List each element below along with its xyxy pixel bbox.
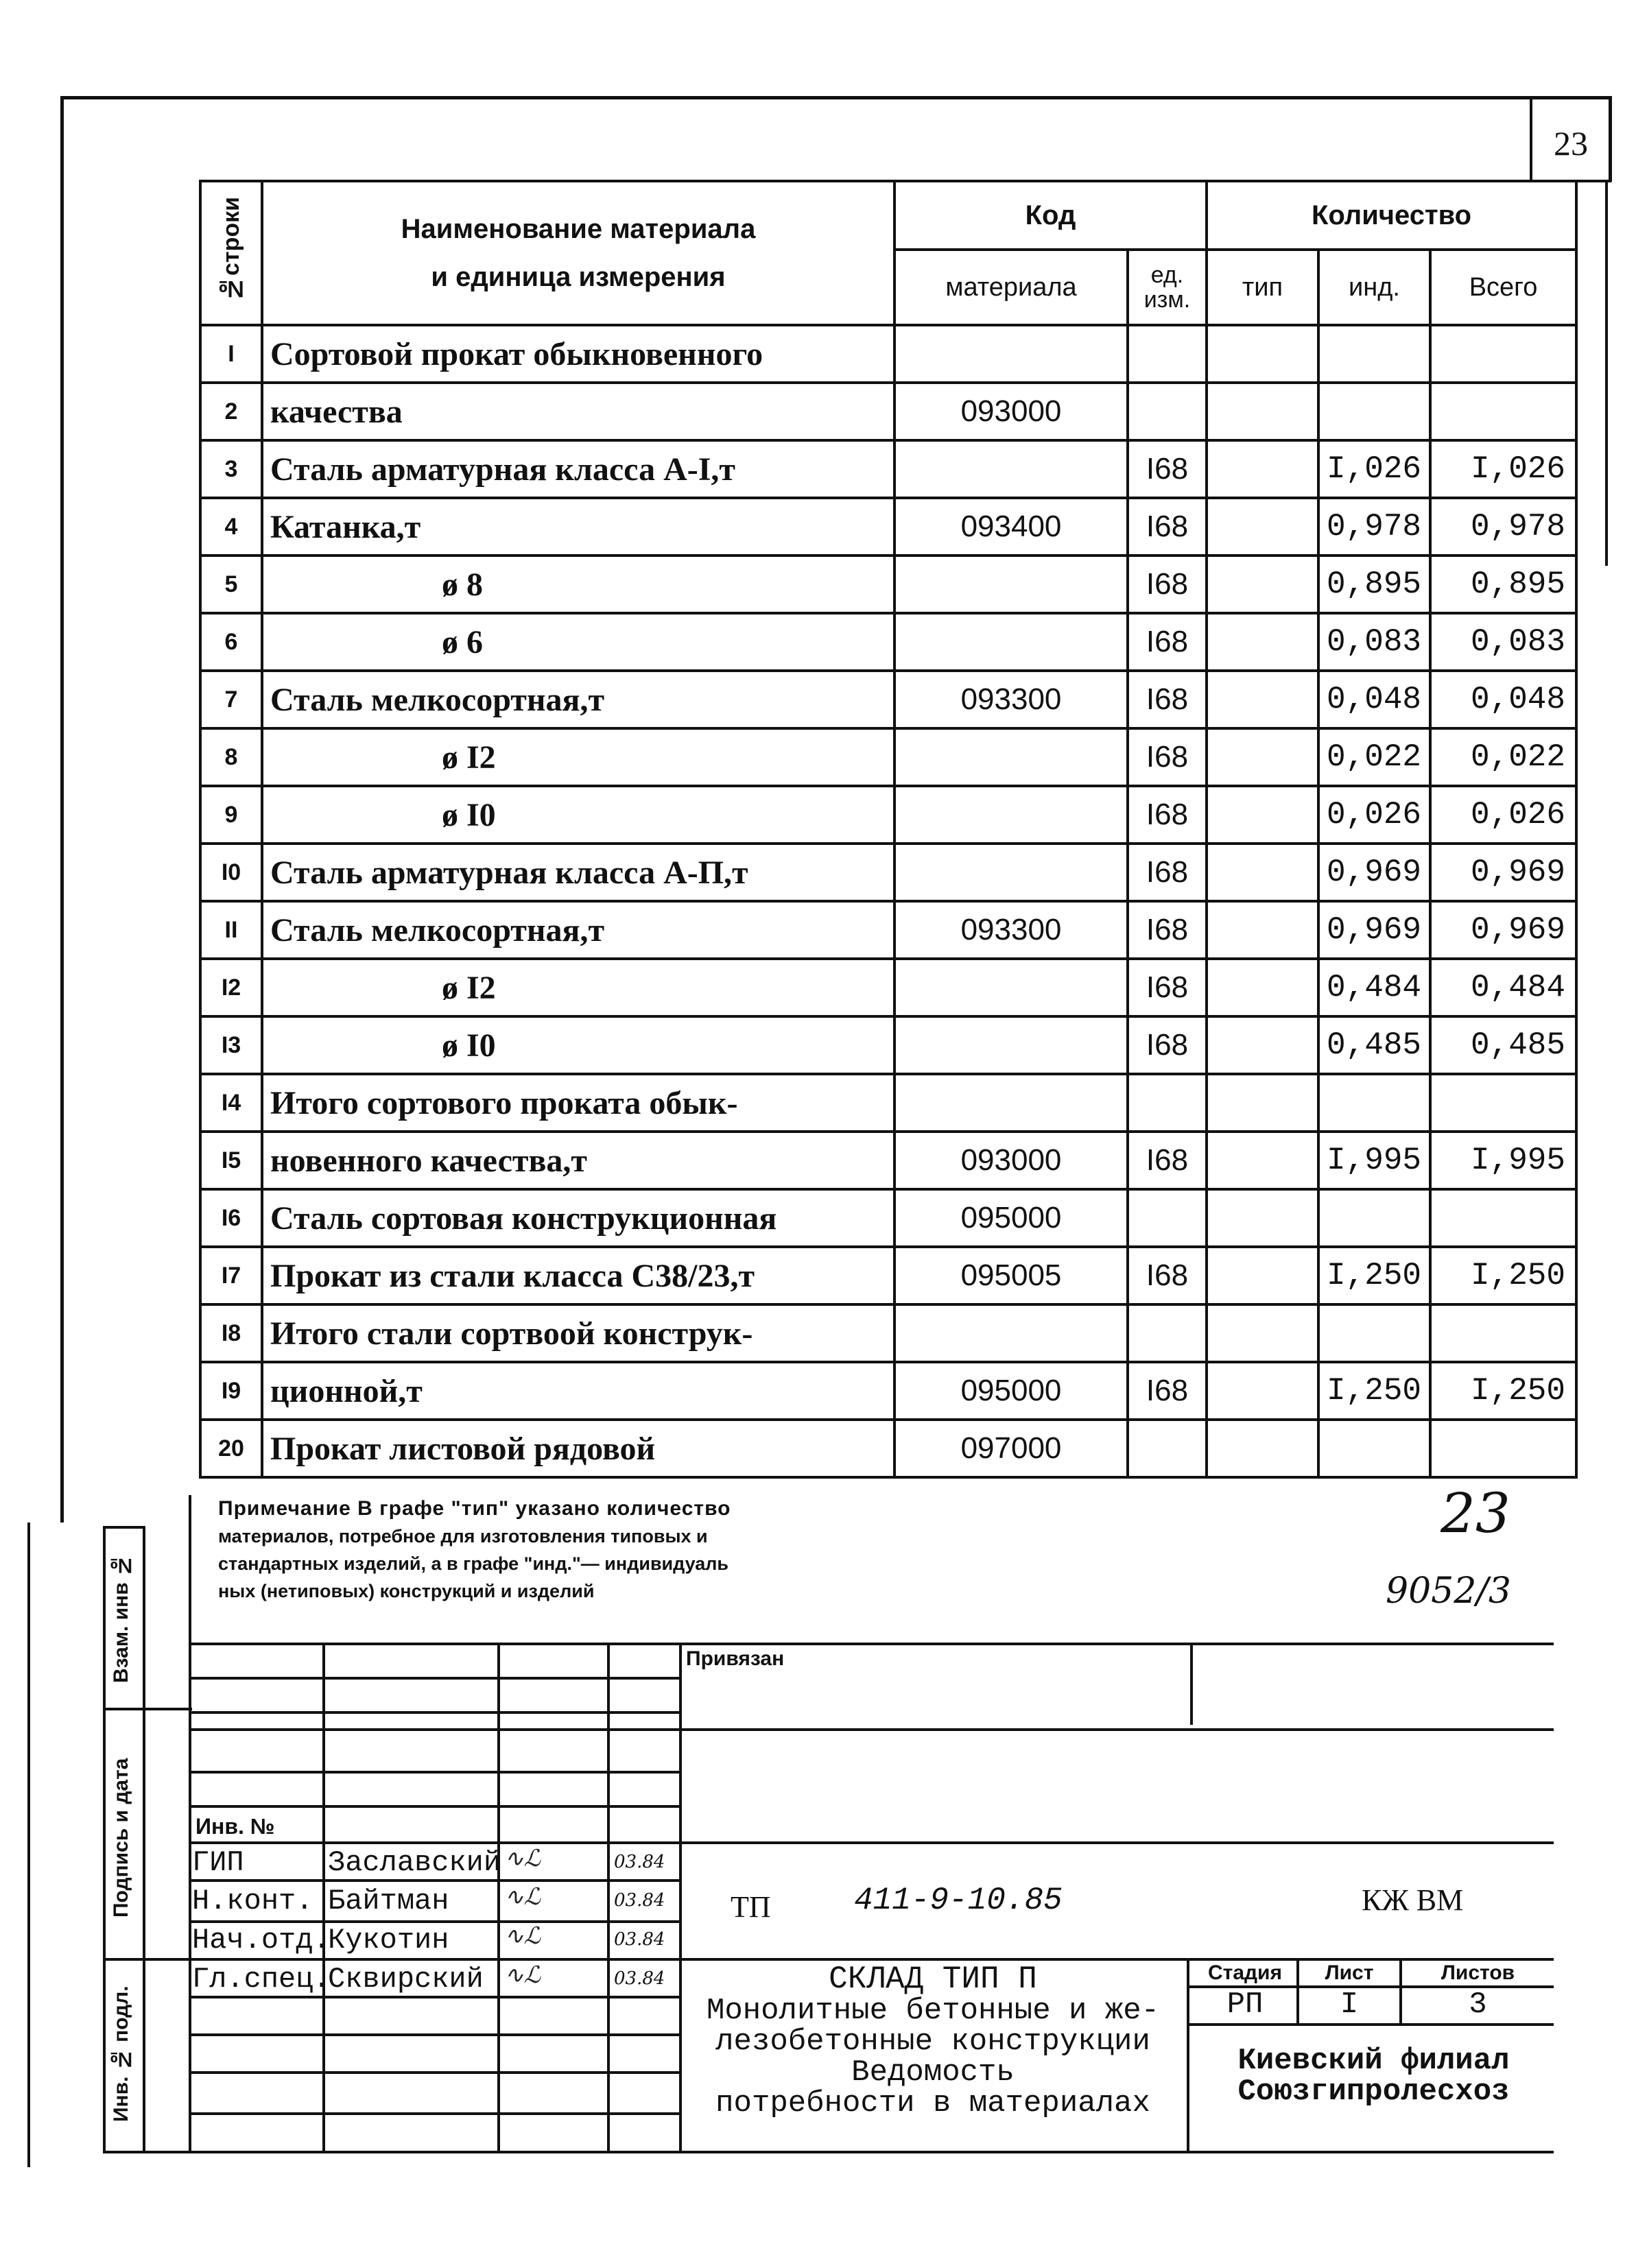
material-code-cell: 093000 — [894, 383, 1128, 440]
title-line-2: Монолитные бетонные и же- — [706, 1994, 1160, 2028]
row-number-cell: I5 — [200, 1132, 262, 1189]
signer-role: Гл.спец. — [192, 1963, 331, 1996]
table-row — [200, 440, 1576, 498]
handwritten-page-number: 23 — [1441, 1481, 1510, 1545]
frame-left-line — [60, 96, 64, 1523]
row-number-cell: 4 — [200, 498, 262, 556]
privyazan-label: Привязан — [686, 1647, 785, 1670]
qty-ind-cell — [1318, 1074, 1430, 1132]
qty-total-cell: 0,484 — [1430, 959, 1576, 1016]
table-row — [200, 901, 1576, 959]
row-number-cell: I4 — [200, 1074, 262, 1132]
stamp-line-v6 — [1190, 1643, 1193, 1725]
unit-code-cell: I68 — [1128, 1362, 1207, 1420]
qty-total-cell: 0,083 — [1430, 613, 1576, 671]
qty-ind-cell — [1318, 1189, 1430, 1247]
side-label-vzam: Взам. инв № — [110, 1553, 132, 1684]
unit-code-cell: I68 — [1128, 1247, 1207, 1304]
qty-ind-cell — [1318, 1420, 1430, 1477]
material-code-cell: 095005 — [894, 1247, 1128, 1304]
material-code-cell — [894, 728, 1128, 786]
material-name-cell: Сталь арматурная класса А-П,т — [262, 844, 894, 901]
qty-type-cell — [1207, 671, 1318, 728]
stamp-line-v3 — [497, 1643, 500, 2153]
material-code-cell: 093000 — [894, 1132, 1128, 1189]
material-name-cell: Сталь арматурная класса А-I,т — [262, 440, 894, 498]
qty-type-cell — [1207, 844, 1318, 901]
row-number-cell: I — [200, 325, 262, 383]
row-number-cell: 7 — [200, 671, 262, 728]
stamp-line-h8 — [189, 1920, 679, 1923]
unit-code-cell: I68 — [1128, 613, 1207, 671]
material-code-cell — [894, 786, 1128, 844]
qty-type-cell — [1207, 728, 1318, 786]
stamp-line-h4 — [189, 1771, 679, 1774]
sign-date: 03.84 — [614, 1852, 665, 1872]
material-name-cell: Сортовой прокат обыкновенного — [262, 325, 894, 383]
stamp-line-h7 — [189, 1879, 679, 1882]
side-label-podpis: Подпись и дата — [110, 1758, 132, 1918]
handwritten-signature: ∿ℒ — [504, 1883, 541, 1911]
material-name-cell: ционной,т — [262, 1362, 894, 1420]
row-number-cell: 9 — [200, 786, 262, 844]
qty-total-cell — [1430, 383, 1576, 440]
qty-total-cell: 0,978 — [1430, 498, 1576, 556]
qty-total-cell — [1430, 1420, 1576, 1477]
stamp-line-h11 — [189, 2033, 679, 2036]
qty-ind-cell: 0,026 — [1318, 786, 1430, 844]
qty-type-cell — [1207, 325, 1318, 383]
qty-ind-cell: I,250 — [1318, 1362, 1430, 1420]
qty-total-cell: 0,026 — [1430, 786, 1576, 844]
unit-code-cell: I68 — [1128, 671, 1207, 728]
sheet-value: I — [1340, 1988, 1359, 2022]
stage-grid-bot — [1187, 2023, 1554, 2026]
table-row — [200, 1189, 1576, 1247]
qty-type-cell — [1207, 1016, 1318, 1074]
doc-mark: КЖ ВМ — [1362, 1883, 1464, 1917]
unit-code-cell — [1128, 1304, 1207, 1362]
materials-table — [199, 180, 1578, 1479]
table-row — [200, 613, 1576, 671]
material-code-cell — [894, 440, 1128, 498]
footnote-line-4: ных (нетиповых) конструкций и изделий — [218, 1581, 595, 1601]
footnote-line-2: материалов, потребное для изготовления типовых и — [218, 1526, 708, 1547]
signer-role: Н.конт. — [192, 1885, 313, 1918]
inv-no-label: Инв. № — [195, 1814, 275, 1839]
qty-type-cell — [1207, 383, 1318, 440]
row-number-cell: I7 — [200, 1247, 262, 1304]
side-label-inv-podl: Инв. № подл. — [110, 1985, 132, 2123]
material-name-cell: ø I2 — [262, 728, 894, 786]
table-row — [200, 959, 1576, 1016]
material-name-cell: качества — [262, 383, 894, 440]
header-row-number: №строки — [200, 181, 262, 325]
side-col-top — [103, 1526, 145, 1529]
qty-ind-cell — [1318, 383, 1430, 440]
qty-type-cell — [1207, 959, 1318, 1016]
qty-ind-cell: 0,048 — [1318, 671, 1430, 728]
unit-code-cell: I68 — [1128, 1016, 1207, 1074]
unit-code-cell: I68 — [1128, 901, 1207, 959]
frame-top-line — [60, 96, 1612, 99]
sign-date: 03.84 — [614, 1890, 665, 1911]
side-col-inner-line — [143, 1526, 145, 2153]
stamp-line-h13 — [189, 2112, 679, 2115]
stamp-line-v1 — [189, 1495, 191, 2153]
stamp-line-h12 — [189, 2071, 679, 2074]
table-row — [200, 1420, 1576, 1477]
qty-ind-cell: 0,969 — [1318, 844, 1430, 901]
qty-total-cell: 0,969 — [1430, 844, 1576, 901]
unit-code-cell — [1128, 325, 1207, 383]
qty-ind-cell: I,250 — [1318, 1247, 1430, 1304]
unit-code-cell: I68 — [1128, 786, 1207, 844]
footnote-line-3: стандартных изделий, а в графе "инд."— индивидуаль — [218, 1553, 729, 1574]
qty-total-cell — [1430, 325, 1576, 383]
table-row — [200, 498, 1576, 556]
signer-role: Нач.отд. — [192, 1924, 331, 1957]
unit-code-cell — [1128, 1189, 1207, 1247]
material-code-cell — [894, 1016, 1128, 1074]
corner-sheet-number: 23 — [1554, 124, 1588, 163]
header-code-unit: ед. изм. — [1128, 250, 1207, 325]
qty-total-cell: I,995 — [1430, 1132, 1576, 1189]
frame-left-bottom-line — [27, 1523, 30, 2167]
table-row — [200, 325, 1576, 383]
sheets-value: 3 — [1469, 1988, 1487, 2022]
side-col-sep-2 — [103, 1958, 192, 1961]
org-line-1: Киевский филиал — [1237, 2044, 1510, 2078]
material-name-cell: ø I0 — [262, 1016, 894, 1074]
material-code-cell: 093400 — [894, 498, 1128, 556]
row-number-cell: I0 — [200, 844, 262, 901]
row-number-cell: 5 — [200, 556, 262, 613]
signer-name: Байтман — [328, 1885, 449, 1918]
qty-type-cell — [1207, 440, 1318, 498]
material-code-cell — [894, 613, 1128, 671]
material-code-cell: 093300 — [894, 901, 1128, 959]
material-code-cell — [894, 844, 1128, 901]
qty-total-cell — [1430, 1189, 1576, 1247]
unit-code-cell: I68 — [1128, 1132, 1207, 1189]
qty-total-cell: 0,485 — [1430, 1016, 1576, 1074]
signer-name: Сквирский — [328, 1963, 484, 1996]
stamp-line-h1 — [189, 1677, 679, 1680]
stage-label: Стадия — [1207, 1961, 1283, 1984]
material-code-cell — [894, 556, 1128, 613]
material-code-cell: 093300 — [894, 671, 1128, 728]
row-number-cell: I6 — [200, 1189, 262, 1247]
side-col-bottom — [103, 2151, 192, 2153]
row-number-cell: 6 — [200, 613, 262, 671]
table-row — [200, 1247, 1576, 1304]
qty-type-cell — [1207, 556, 1318, 613]
qty-total-cell: 0,969 — [1430, 901, 1576, 959]
row-number-cell: 8 — [200, 728, 262, 786]
header-code: Код — [894, 181, 1207, 250]
stamp-line-h5 — [189, 1805, 679, 1808]
footnote-line-1: Примечание В графе "тип" указано количество — [218, 1497, 731, 1520]
qty-total-cell — [1430, 1074, 1576, 1132]
qty-type-cell — [1207, 1189, 1318, 1247]
row-number-cell: 20 — [200, 1420, 262, 1477]
row-number-cell: I8 — [200, 1304, 262, 1362]
footnote — [218, 1495, 1110, 1605]
material-code-cell: 097000 — [894, 1420, 1128, 1477]
material-code-cell: 095000 — [894, 1189, 1128, 1247]
material-name-cell: новенного качества,т — [262, 1132, 894, 1189]
qty-ind-cell: 0,083 — [1318, 613, 1430, 671]
sheet-label: Лист — [1325, 1961, 1374, 1984]
row-number-cell: I2 — [200, 959, 262, 1016]
material-name-cell: Итого сортового проката обык- — [262, 1074, 894, 1132]
qty-type-cell — [1207, 1420, 1318, 1477]
side-col-left-line — [103, 1526, 106, 2153]
stamp-line-h14 — [189, 2151, 1554, 2153]
header-q-type: тип — [1207, 250, 1318, 325]
stamp-line-h2 — [189, 1711, 679, 1714]
unit-code-cell: I68 — [1128, 728, 1207, 786]
stamp-line-v4 — [607, 1643, 610, 2153]
table-row — [200, 1132, 1576, 1189]
qty-total-cell: I,026 — [1430, 440, 1576, 498]
unit-code-cell — [1128, 1420, 1207, 1477]
table-row — [200, 671, 1576, 728]
qty-ind-cell: 0,484 — [1318, 959, 1430, 1016]
table-row — [200, 1016, 1576, 1074]
qty-type-cell — [1207, 1362, 1318, 1420]
qty-total-cell: I,250 — [1430, 1247, 1576, 1304]
qty-total-cell: 0,022 — [1430, 728, 1576, 786]
qty-type-cell — [1207, 1304, 1318, 1362]
table-row — [200, 383, 1576, 440]
qty-type-cell — [1207, 1247, 1318, 1304]
header-quantity: Количество — [1207, 181, 1576, 250]
qty-type-cell — [1207, 613, 1318, 671]
material-name-cell: Итого стали сортвоой конструк- — [262, 1304, 894, 1362]
frame-right-line-lower — [1605, 182, 1608, 566]
unit-code-cell — [1128, 383, 1207, 440]
qty-ind-cell: 0,978 — [1318, 498, 1430, 556]
qty-type-cell — [1207, 1132, 1318, 1189]
material-name-cell: ø 8 — [262, 556, 894, 613]
stage-grid-top — [1187, 1958, 1554, 1961]
table-row — [200, 844, 1576, 901]
material-code-cell — [894, 959, 1128, 1016]
stamp-line-h3 — [189, 1728, 1554, 1731]
sign-date: 03.84 — [614, 1929, 665, 1950]
doc-code-prefix: ТП — [731, 1890, 771, 1924]
qty-total-cell: 0,895 — [1430, 556, 1576, 613]
material-name-cell: Сталь мелкосортная,т — [262, 901, 894, 959]
table-row — [200, 556, 1576, 613]
row-number-cell: 3 — [200, 440, 262, 498]
qty-ind-cell: 0,895 — [1318, 556, 1430, 613]
qty-ind-cell: 0,485 — [1318, 1016, 1430, 1074]
row-number-cell: II — [200, 901, 262, 959]
handwritten-signature: ∿ℒ — [504, 1922, 541, 1950]
material-name-cell: ø I2 — [262, 959, 894, 1016]
stamp-line-v2 — [322, 1643, 325, 2153]
stage-value: РП — [1226, 1988, 1264, 2022]
qty-type-cell — [1207, 1074, 1318, 1132]
material-name-cell: Прокат из стали класса С38/23,т — [262, 1247, 894, 1304]
doc-code: 411-9-10.85 — [854, 1883, 1063, 1918]
handwritten-reference: 9052/3 — [1386, 1571, 1511, 1612]
signer-role: ГИП — [192, 1846, 244, 1879]
sign-date: 03.84 — [614, 1968, 665, 1989]
handwritten-signature: ∿ℒ — [504, 1961, 541, 1989]
material-code-cell — [894, 325, 1128, 383]
material-name-cell: Катанка,т — [262, 498, 894, 556]
stamp-line-h0 — [189, 1643, 1554, 1645]
sheets-label: Листов — [1441, 1961, 1515, 1984]
material-code-cell — [894, 1304, 1128, 1362]
qty-type-cell — [1207, 498, 1318, 556]
unit-code-cell: I68 — [1128, 844, 1207, 901]
header-q-total: Всего — [1430, 250, 1576, 325]
material-name-cell: ø 6 — [262, 613, 894, 671]
qty-ind-cell — [1318, 325, 1430, 383]
stamp-line-h10 — [189, 1996, 679, 1998]
material-name-cell: ø I0 — [262, 786, 894, 844]
title-line-5: потребности в материалах — [715, 2086, 1150, 2121]
row-number-cell: I9 — [200, 1362, 262, 1420]
qty-total-cell — [1430, 1304, 1576, 1362]
table-row — [200, 1362, 1576, 1420]
material-name-cell: Прокат листовой рядовой — [262, 1420, 894, 1477]
row-number-cell: 2 — [200, 383, 262, 440]
title-line-1: СКЛАД ТИП П — [829, 1961, 1037, 1997]
row-number-cell: I3 — [200, 1016, 262, 1074]
unit-code-cell: I68 — [1128, 498, 1207, 556]
table-row — [200, 728, 1576, 786]
unit-code-cell — [1128, 1074, 1207, 1132]
qty-ind-cell: 0,969 — [1318, 901, 1430, 959]
header-code-material: материала — [894, 250, 1128, 325]
header-name: Наименование материала и единица измерения — [262, 181, 894, 325]
signer-name: Заславский — [328, 1846, 501, 1879]
qty-ind-cell: I,995 — [1318, 1132, 1430, 1189]
stamp-line-h6 — [189, 1841, 1554, 1844]
unit-code-cell: I68 — [1128, 959, 1207, 1016]
unit-code-cell: I68 — [1128, 440, 1207, 498]
qty-ind-cell: 0,022 — [1318, 728, 1430, 786]
header-q-ind: инд. — [1318, 250, 1430, 325]
qty-total-cell: I,250 — [1430, 1362, 1576, 1420]
title-line-3: лезобетонные конструкции — [715, 2025, 1150, 2059]
signer-name: Кукотин — [328, 1924, 449, 1957]
org-line-2: Союзгипролесхоз — [1237, 2075, 1510, 2109]
table-row — [200, 1074, 1576, 1132]
side-col-sep-1 — [103, 1708, 192, 1710]
material-code-cell — [894, 1074, 1128, 1132]
material-code-cell: 095000 — [894, 1362, 1128, 1420]
title-line-4: Ведомость — [851, 2055, 1015, 2090]
material-name-cell: Сталь мелкосортная,т — [262, 671, 894, 728]
qty-ind-cell — [1318, 1304, 1430, 1362]
qty-ind-cell: I,026 — [1318, 440, 1430, 498]
qty-type-cell — [1207, 901, 1318, 959]
handwritten-signature: ∿ℒ — [504, 1845, 541, 1872]
table-row — [200, 786, 1576, 844]
qty-total-cell: 0,048 — [1430, 671, 1576, 728]
unit-code-cell: I68 — [1128, 556, 1207, 613]
material-name-cell: Сталь сортовая конструкционная — [262, 1189, 894, 1247]
table-row — [200, 1304, 1576, 1362]
qty-type-cell — [1207, 786, 1318, 844]
